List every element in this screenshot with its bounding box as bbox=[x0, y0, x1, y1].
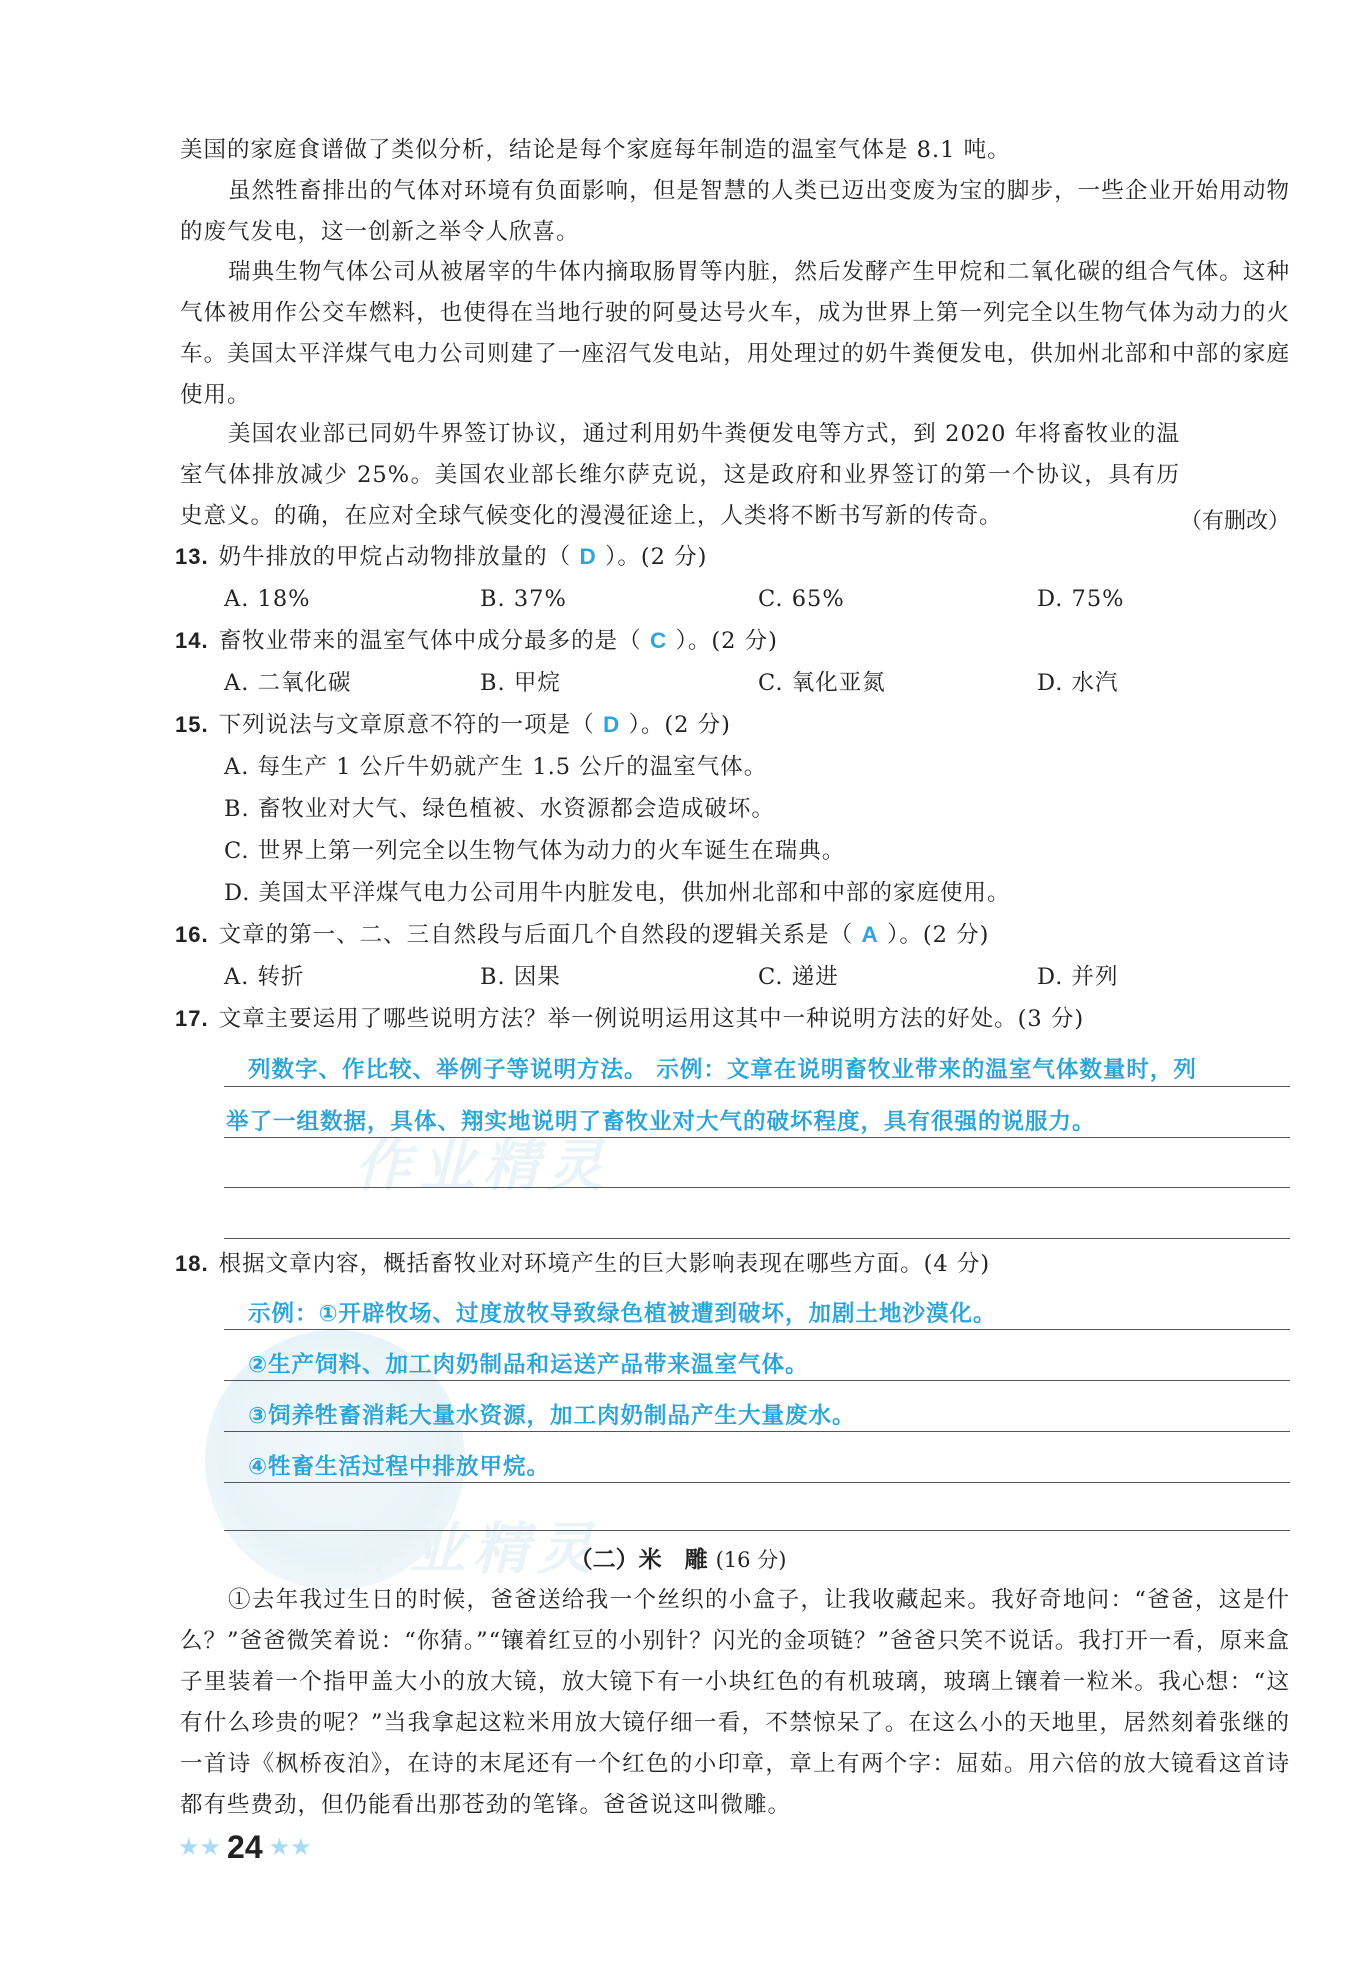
page-footer bbox=[178, 1825, 312, 1869]
star-icon: ★ bbox=[178, 1833, 200, 1861]
passage-paragraph: 瑞典生物气体公司从被屠宰的牛体内摘取肠胃等内脏，然后发酵产生甲烷和二氧化碳的组合气体。这种气体被用作公交车燃料，也使得在当地行驶的阿曼达号火车，成为世界上第一列完全以生物气体为动力的火车。美国太平洋煤气电力公司则建了一座沼气发电站，用处理过的奶牛粪便发电，供加州北部和中部的家庭使用。 bbox=[180, 259, 1290, 408]
option-b: B. 37% bbox=[480, 586, 567, 612]
handwritten-answer: 示例：①开辟牧场、过度放牧导致绿色植被遭到破坏，加剧土地沙漠化。 bbox=[248, 1301, 997, 1327]
option-d: D. 75% bbox=[1037, 586, 1125, 612]
answer-mark: D bbox=[579, 544, 597, 569]
option-d: D. 水汽 bbox=[1037, 670, 1119, 696]
question-15: 15. 下列说法与文章原意不符的一项是（ D ）。(2 分) bbox=[175, 709, 731, 741]
star-icon: ★ bbox=[268, 1833, 291, 1861]
passage-paragraph: 美国的家庭食谱做了类似分析，结论是每个家庭每年制造的温室气体是 8.1 吨。 bbox=[180, 137, 1011, 163]
option-a: A. 18% bbox=[224, 586, 311, 612]
passage-paragraph: ①去年我过生日的时候，爸爸送给我一个丝织的小盒子，让我收藏起来。我好奇地问：“爸爸，这是什么？”爸爸微笑着说：“你猜。”“镶着红豆的小别针？闪光的金项链？”爸爸只笑不说话。我打开一看，原来盒子里装着一个指甲盖大小的放大镜，放大镜下有一小块红色的有机玻璃，玻璃上镶着一粒米。我心想：“这有什么珍贵的呢？”当我拿起这粒米用放大镜仔细一看，不禁惊呆了。在这么小的天地里，居然刻着张继的一首诗《枫桥夜泊》，在诗的末尾还有一个红色的小印章，章上有两个字：屈茹。用六倍的放大镜看这首诗都有些费劲，但仍能看出那苍劲的笔锋。爸爸说这叫微雕。 bbox=[180, 1587, 1290, 1818]
option-a: A. 二氧化碳 bbox=[224, 670, 352, 696]
handwritten-answer: ②生产饲料、加工肉奶制品和运送产品带来温室气体。 bbox=[248, 1352, 809, 1378]
handwritten-answer: 举了一组数据，具体、翔实地说明了畜牧业对大气的破坏程度，具有很强的说服力。 bbox=[226, 1109, 1096, 1135]
answer-mark: C bbox=[649, 628, 668, 653]
answer-line bbox=[224, 1482, 1290, 1483]
option-b: B. 甲烷 bbox=[480, 670, 561, 696]
option-a: A. 每生产 1 公斤牛奶就产生 1.5 公斤的温室气体。 bbox=[224, 754, 768, 780]
question-18: 18. 根据文章内容，概括畜牧业对环境产生的巨大影响表现在哪些方面。(4 分) bbox=[175, 1251, 991, 1277]
answer-line bbox=[224, 1530, 1290, 1531]
answer-line bbox=[224, 1238, 1290, 1239]
question-16: 16. 文章的第一、二、三自然段与后面几个自然段的逻辑关系是（ A ）。(2 分) bbox=[175, 919, 989, 951]
question-17: 17. 文章主要运用了哪些说明方法？举一例说明运用这其中一种说明方法的好处。(3 分) bbox=[175, 1006, 1085, 1032]
answer-mark: D bbox=[602, 712, 621, 737]
answer-line bbox=[224, 1431, 1290, 1432]
option-a: A. 转折 bbox=[224, 964, 305, 990]
handwritten-answer: ④牲畜生活过程中排放甲烷。 bbox=[248, 1454, 551, 1480]
answer-line bbox=[224, 1086, 1290, 1087]
option-c: C. 世界上第一列完全以生物气体为动力的火车诞生在瑞典。 bbox=[224, 838, 846, 864]
option-d: D. 美国太平洋煤气电力公司用牛内脏发电，供加州北部和中部的家庭使用。 bbox=[224, 880, 1011, 906]
question-14: 14. 畜牧业带来的温室气体中成分最多的是（ C ）。(2 分) bbox=[175, 625, 778, 657]
passage-paragraph: 虽然牲畜排出的气体对环境有负面影响，但是智慧的人类已迈出变废为宝的脚步，一些企业开始用动物的废气发电，这一创新之举令人欣喜。 bbox=[180, 178, 1290, 245]
watermark-text: 作业精灵 bbox=[345, 1517, 601, 1582]
answer-line bbox=[224, 1187, 1290, 1188]
handwritten-answer: 列数字、作比较、举例子等说明方法。 示例：文章在说明畜牧业带来的温室气体数量时，列 bbox=[248, 1057, 1197, 1083]
passage-paragraph: 美国农业部已同奶牛界签订协议，通过利用奶牛粪便发电等方式，到 2020 年将畜牧业的温室气体排放减少 25%。美国农业部长维尔萨克说，这是政府和业界签订的第一个协议，具有历史意义。的确，在应对全球气候变化的漫漫征途上，人类将不断书写新的传奇。 bbox=[180, 421, 1180, 529]
answer-line bbox=[224, 1137, 1290, 1138]
handwritten-answer: ③饲养牲畜消耗大量水资源，加工肉奶制品产生大量废水。 bbox=[248, 1403, 856, 1429]
section-title: （二）米 雕 (16 分) bbox=[569, 1546, 787, 1573]
answer-line bbox=[224, 1329, 1290, 1330]
star-icon: ★ bbox=[199, 1833, 222, 1861]
question-13: 13. 奶牛排放的甲烷占动物排放量的（ D ）。(2 分) bbox=[175, 541, 707, 573]
source-note: （有删改） bbox=[1179, 509, 1290, 534]
answer-line bbox=[224, 1380, 1290, 1381]
option-b: B. 因果 bbox=[480, 964, 561, 990]
option-c: C. 氧化亚氮 bbox=[758, 670, 886, 696]
answer-mark: A bbox=[861, 922, 879, 947]
option-d: D. 并列 bbox=[1037, 964, 1119, 990]
watermark-text: 作业精灵 bbox=[355, 1134, 611, 1199]
option-b: B. 畜牧业对大气、绿色植被、水资源都会造成破坏。 bbox=[224, 796, 775, 822]
page-number: 24 bbox=[227, 1828, 263, 1865]
option-c: C. 递进 bbox=[758, 964, 839, 990]
star-icon: ★ bbox=[290, 1833, 312, 1861]
option-c: C. 65% bbox=[758, 586, 845, 612]
